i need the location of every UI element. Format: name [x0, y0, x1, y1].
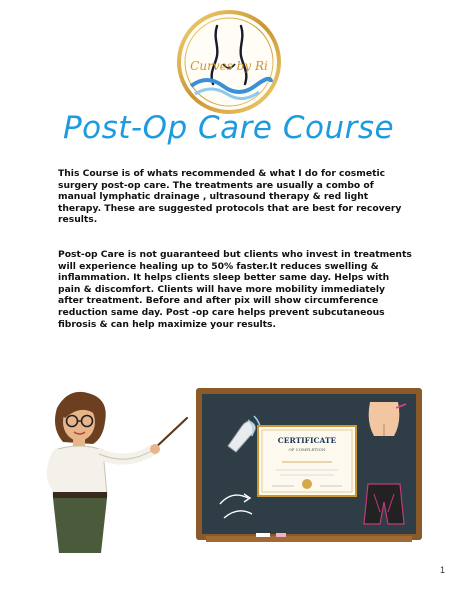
brand-logo	[173, 6, 285, 118]
intro-paragraph	[58, 168, 408, 226]
text-line: reduction same day. Post -op care helps prevent subcutaneous	[58, 306, 385, 318]
certificate-icon	[258, 426, 356, 496]
text-line: manual lymphatic drainage , ultrasound therapy & red light	[58, 191, 369, 203]
text-line: This Course is of whats recommended & what I do for cosmetic	[58, 168, 386, 179]
logo-text: Curves by Ri	[190, 59, 268, 73]
text-line: pain & discomfort. Clients will have more mobility immediately	[58, 283, 386, 295]
page-title: Post-Op Care Course	[62, 110, 395, 146]
teacher-illustration	[35, 388, 195, 553]
text-line: fibrosis & can help maximize your results.	[58, 318, 276, 330]
chalkboard-illustration	[196, 388, 422, 548]
benefits-paragraph	[58, 249, 412, 330]
page-number: 1	[439, 565, 445, 575]
text-line: inflammation. It helps clients sleep better same day. Helps with	[58, 272, 390, 284]
text-line: results.	[58, 214, 98, 226]
certificate-subheading: OF COMPLETION	[288, 447, 326, 452]
text-line: will experience healing up to 50% faster.It reduces swelling &	[58, 260, 379, 272]
text-line: therapy. These are suggested protocols that are best for recovery	[58, 202, 402, 214]
text-line: Post-op Care is not guaranteed but clients who invest in treatments	[58, 249, 412, 260]
text-line: surgery post-op care. The treatments are usually a combo of	[58, 179, 374, 191]
certificate-heading: CERTIFICATE	[277, 436, 337, 445]
text-line: after treatment. Before and after pix will show circumference	[58, 295, 379, 307]
